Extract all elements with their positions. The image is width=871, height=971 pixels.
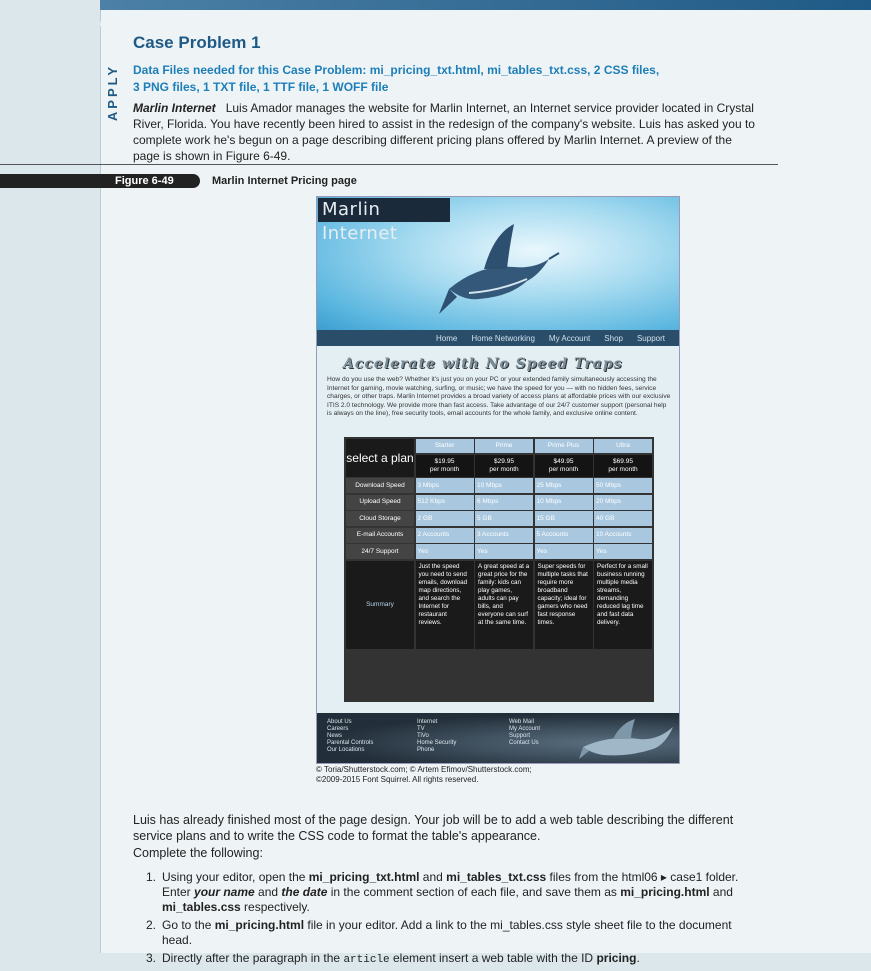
bold-run: mi_pricing.html bbox=[620, 885, 710, 899]
footer-link[interactable]: Internet bbox=[417, 719, 438, 725]
row-header: Cloud Storage bbox=[346, 511, 414, 526]
table-cell: 15 GB bbox=[535, 511, 593, 526]
site-headline: Accelerate with No Speed Traps bbox=[343, 356, 623, 372]
top-banner-curve bbox=[100, 10, 871, 26]
text-run: Directly after the paragraph in the bbox=[162, 951, 344, 965]
footer-link[interactable]: Contact Us bbox=[509, 740, 539, 746]
table-cell: 512 Kbps bbox=[416, 495, 474, 510]
text-run: and bbox=[709, 885, 733, 899]
figure-screenshot bbox=[316, 196, 680, 764]
step-item bbox=[146, 918, 756, 948]
footer-link[interactable]: My Account bbox=[509, 726, 541, 732]
summary-cell: Super speeds for multiple tasks that require more broadband capacity; ideal for gamers who need fast response times. bbox=[535, 561, 593, 649]
plan-price-cell bbox=[416, 455, 474, 477]
step-number: 3. bbox=[146, 951, 157, 965]
bold-italic-run: the date bbox=[281, 885, 328, 899]
nav-my-account[interactable]: My Account bbox=[548, 333, 591, 343]
footer-link[interactable]: News bbox=[327, 733, 343, 739]
plan-name: Prime bbox=[475, 439, 533, 453]
image-credit bbox=[316, 765, 696, 785]
intro-paragraph bbox=[133, 100, 758, 164]
text-run: Go to the bbox=[162, 918, 215, 932]
plan-name: Ultra bbox=[594, 439, 652, 453]
summary-cell: Perfect for a small business running multiple media streams, demanding reduced lag time and fast data delivery. bbox=[594, 561, 652, 649]
text-run: files from the html06 ▸ case1 folder. Enter bbox=[162, 870, 739, 899]
footer-link[interactable]: Our Locations bbox=[327, 747, 365, 753]
plan-price: $69.95 bbox=[613, 457, 633, 465]
text-run: . bbox=[636, 951, 640, 965]
table-cell: 3 Accounts bbox=[475, 528, 533, 543]
code-run: article bbox=[343, 954, 390, 966]
nav-home[interactable]: Home bbox=[436, 333, 458, 343]
apply-label-text: APPLY bbox=[105, 63, 121, 122]
nav-home-networking[interactable]: Home Networking bbox=[471, 333, 535, 343]
text-run: element insert a web table with the ID bbox=[389, 951, 597, 965]
row-header: Download Speed bbox=[346, 478, 414, 493]
table-cell: 20 Mbps bbox=[594, 495, 652, 510]
intro-text: Luis Amador manages the website for Marlin Internet, an Internet service provider located in Crystal River, Florida. You have recently been hired to assist in the redesign of the company's website. Luis has asked you to complete work he's begun on a page describing different pricing plans offered by Marlin Internet. A preview of the page is shown in Figure 6-49. bbox=[133, 101, 755, 163]
data-files-line-1: Data Files needed for this Case Problem: mi_pricing_txt.html, mi_tables_txt.css, 2 CSS files, bbox=[133, 63, 660, 77]
footer-column-1 bbox=[327, 719, 373, 754]
row-header: E-mail Accounts bbox=[346, 528, 414, 543]
nav-shop[interactable]: Shop bbox=[604, 333, 623, 343]
figure-caption: Marlin Internet Pricing page bbox=[212, 175, 357, 187]
footer-link[interactable]: TV bbox=[417, 726, 425, 732]
plan-name: Prime Plus bbox=[535, 439, 593, 453]
plan-price-cell bbox=[475, 455, 533, 477]
footer-link[interactable]: Careers bbox=[327, 726, 349, 732]
marlin-image bbox=[439, 219, 559, 329]
table-cell: Yes bbox=[535, 544, 593, 559]
table-cell: 10 Mbps bbox=[535, 495, 593, 510]
footer-column-3 bbox=[509, 719, 540, 747]
step-item bbox=[146, 870, 756, 915]
body-paragraph: Luis has already finished most of the page design. Your job will be to add a web table describing the different service plans and to write the CSS code to format the table's appearance. bbox=[133, 813, 734, 843]
footer-link[interactable]: About Us bbox=[327, 719, 352, 725]
bold-italic-run: your name bbox=[194, 885, 255, 899]
bold-run: mi_tables_txt.css bbox=[446, 870, 547, 884]
footer-link[interactable]: Home Security bbox=[417, 740, 457, 746]
plan-price: $29.95 bbox=[494, 457, 514, 465]
text-run: respectively. bbox=[240, 900, 310, 914]
table-cell: 3 Mbps bbox=[416, 478, 474, 493]
table-cell: 25 Mbps bbox=[535, 478, 593, 493]
plan-price-cell bbox=[535, 455, 593, 477]
text-run: and bbox=[254, 885, 282, 899]
text-run: Using your editor, open the bbox=[162, 870, 309, 884]
footer-link[interactable]: Phone bbox=[417, 747, 435, 753]
data-files-line-2: 3 PNG files, 1 TXT file, 1 TTF file, 1 WOFF file bbox=[133, 80, 389, 94]
select-plan-cell: select a plan bbox=[346, 439, 414, 477]
footer-link[interactable]: Parental Controls bbox=[327, 740, 374, 746]
footer-column-2 bbox=[417, 719, 456, 754]
table-cell: 5 GB bbox=[475, 511, 533, 526]
table-cell: 5 Accounts bbox=[535, 528, 593, 543]
figure-number: Figure 6-49 bbox=[0, 174, 200, 188]
step-number: 1. bbox=[146, 870, 157, 884]
per-month: per month bbox=[608, 465, 638, 473]
row-header: 24/7 Support bbox=[346, 544, 414, 559]
steps-list bbox=[146, 870, 756, 971]
step-item bbox=[146, 951, 756, 968]
footer-link[interactable]: TiVo bbox=[417, 733, 429, 739]
plan-price: $19.95 bbox=[434, 457, 455, 465]
site-nav bbox=[317, 330, 679, 346]
table-cell: 10 Mbps bbox=[475, 478, 533, 493]
credit-line-1: © Toria/Shutterstock.com; © Artem Efimov/Shutterstock.com; bbox=[316, 765, 532, 774]
complete-following: Complete the following: bbox=[133, 846, 263, 860]
bold-run: mi_pricing_txt.html bbox=[308, 870, 420, 884]
per-month: per month bbox=[429, 465, 460, 473]
site-footer bbox=[317, 713, 679, 763]
step-text bbox=[162, 951, 640, 968]
intro-lead: Marlin Internet bbox=[133, 101, 216, 115]
table-cell: Yes bbox=[475, 544, 533, 559]
table-cell: 2 GB bbox=[416, 511, 474, 526]
bold-run: pricing bbox=[596, 951, 637, 965]
top-banner bbox=[100, 0, 871, 10]
bold-run: mi_pricing.html bbox=[214, 918, 305, 932]
pricing-table bbox=[344, 437, 654, 702]
table-cell: 40 GB bbox=[594, 511, 652, 526]
bold-run: mi_tables.css bbox=[162, 900, 241, 914]
figure-rule bbox=[0, 164, 778, 165]
site-hero bbox=[317, 197, 679, 330]
plan-price: $49.95 bbox=[553, 457, 574, 465]
per-month: per month bbox=[548, 465, 579, 473]
site-paragraph: How do you use the web? Whether it's just you on your PC or your extended family simultaneously accessing the Internet for gaming, movie watching, surfing, or music; we have the speed for you — with no hidden fees, service charges, or other traps. Marlin Internet provides a broad variety of access plans at affordable prices with our exclusive ITIS 2.0 technology. We provide more than fast access. Take advantage of our 24/7 customer support (personal help is always on the line), free security tools, email accounts for the whole family, and exclusive online content. bbox=[327, 376, 671, 418]
step-number: 2. bbox=[146, 918, 157, 932]
table-cell: Yes bbox=[594, 544, 652, 559]
step-text bbox=[162, 870, 756, 915]
table-cell: 2 Accounts bbox=[416, 528, 474, 543]
plan-price-cell bbox=[594, 455, 652, 477]
footer-link[interactable]: Web Mail bbox=[509, 719, 534, 725]
table-cell: 6 Mbps bbox=[475, 495, 533, 510]
credit-line-2: ©2009-2015 Font Squirrel. All rights reserved. bbox=[316, 775, 479, 784]
summary-header: Summary bbox=[346, 561, 414, 649]
text-run: and bbox=[419, 870, 447, 884]
data-files-line bbox=[133, 62, 753, 96]
nav-support[interactable]: Support bbox=[636, 333, 665, 343]
apply-side-label bbox=[101, 55, 125, 130]
text-run: file in your editor. Add a link to the mi_tables.css style sheet file to the document head. bbox=[162, 918, 732, 947]
site-content bbox=[317, 346, 679, 713]
site-logo[interactable]: Marlin Internet bbox=[318, 198, 450, 222]
text-run: in the comment section of each file, and save them as bbox=[327, 885, 621, 899]
footer-marlin-image bbox=[579, 717, 675, 761]
case-problem-title: Case Problem 1 bbox=[133, 33, 261, 52]
table-cell: Yes bbox=[416, 544, 474, 559]
summary-cell: A great speed at a great price for the family: kids can play games, adults can pay bills, and everyone can surf at the same time. bbox=[475, 561, 533, 649]
row-header: Upload Speed bbox=[346, 495, 414, 510]
table-cell: 10 Accounts bbox=[594, 528, 652, 543]
footer-link[interactable]: Support bbox=[509, 733, 531, 739]
per-month: per month bbox=[489, 465, 519, 473]
step-text bbox=[162, 918, 756, 948]
plan-name: Starter bbox=[416, 439, 474, 453]
table-cell: 50 Mbps bbox=[594, 478, 652, 493]
summary-cell: Just the speed you need to send emails, download map directions, and search the Internet for restaurant reviews. bbox=[416, 561, 474, 649]
